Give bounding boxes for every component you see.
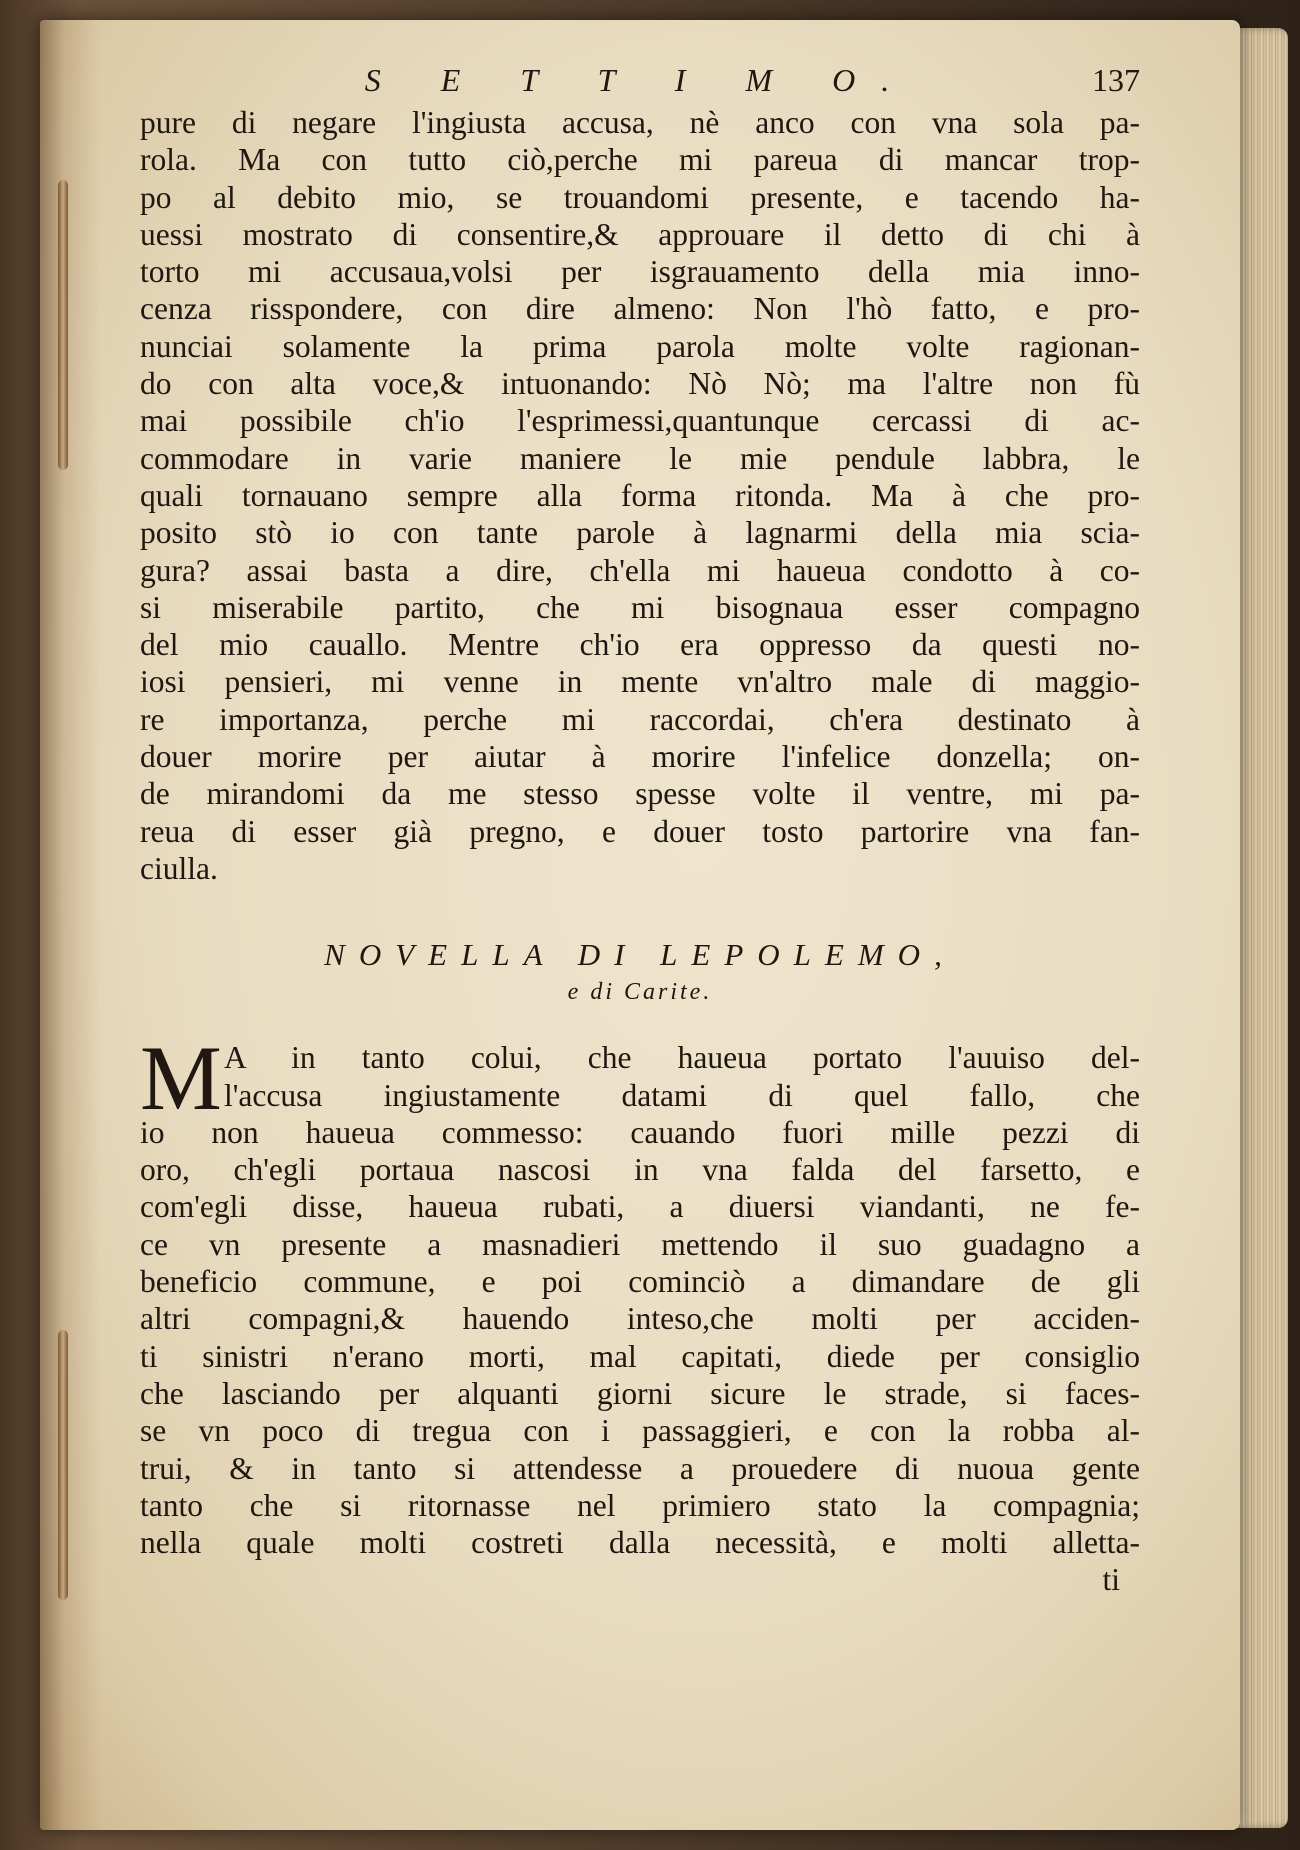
text-line: tanto che si ritornasse nel primiero stato la compagnia;	[140, 1487, 1140, 1523]
text-line: altri compagni,& hauendo inteso,che molti per acciden-	[140, 1301, 1140, 1337]
novella-subtitle: e di Carite.	[567, 979, 713, 1006]
text-line: douer morire per aiutar à morire l'infelice donzella; on-	[140, 739, 1140, 775]
text-line: l'accusa ingiustamente datami di quel fallo, che	[224, 1077, 1140, 1113]
text-line: ce vn presente a masnadieri mettendo il suo guadagno a	[140, 1226, 1140, 1262]
text-line: trui, & in tanto si attendesse a prouedere di nuoua gente	[140, 1450, 1140, 1486]
page-number: 137	[1092, 62, 1140, 98]
text-line: reua di esser già pregno, e douer tosto partorire vna fan-	[140, 813, 1140, 849]
text-line: iosi pensieri, mi venne in mente vn'altro male di maggio-	[140, 664, 1140, 700]
text-line: ciulla.	[140, 850, 218, 886]
text-line: che lasciando per alquanti giorni sicure le strade, si faces-	[140, 1375, 1140, 1411]
text-line: beneficio commune, e poi cominciò a dimandare de gli	[140, 1264, 1140, 1300]
paragraph-1	[140, 104, 1140, 887]
text-line: del mio cauallo. Mentre ch'io era oppresso da questi no-	[140, 627, 1140, 663]
text-line: cenza risspondere, con dire almeno: Non l'hò fatto, e pro-	[140, 291, 1140, 327]
catchword: ti	[1102, 1562, 1120, 1598]
text-line: do con alta voce,& intuonando: Nò Nò; ma l'altre non fù	[140, 366, 1140, 402]
binding-stitch	[58, 1330, 68, 1600]
text-line: re importanza, perche mi raccordai, ch'era destinato à	[140, 701, 1140, 737]
text-line: se vn poco di tregua con i passaggieri, e con la robba al-	[140, 1413, 1140, 1449]
text-line: oro, ch'egli portaua nascosi in vna falda del farsetto, e	[140, 1152, 1140, 1188]
text-line: nella quale molti costreti dalla necessità, e molti alletta-	[140, 1525, 1140, 1561]
drop-cap: M	[140, 1027, 222, 1130]
text-line: uessi mostrato di consentire,& approuare il detto di chi à	[140, 216, 1140, 252]
text-line: posito stò io con tante parole à lagnarmi della mia scia-	[140, 515, 1140, 551]
page-gutter-shadow	[40, 20, 100, 1830]
text-line: quali tornauano sempre alla forma ritonda. Ma à che pro-	[140, 477, 1140, 513]
text-line: torto mi accusaua,volsi per isgrauamento della mia inno-	[140, 254, 1140, 290]
text-line: gura? assai basta a dire, ch'ella mi haueua condotto à co-	[140, 552, 1140, 588]
running-head-title: S E T T I M O.	[364, 62, 916, 98]
novella-title: NOVELLA DI LEPOLEMO,	[324, 937, 956, 973]
text-line: com'egli disse, haueua rubati, a diuersi viandanti, ne fe-	[140, 1189, 1140, 1225]
text-line: rola. Ma con tutto ciò,perche mi pareua di mancar trop-	[140, 142, 1140, 178]
text-line: po al debito mio, se trouandomi presente, e tacendo ha-	[140, 179, 1140, 215]
text-line: si miserabile partito, che mi bisognaua esser compagno	[140, 589, 1140, 625]
text-line: pure di negare l'ingiusta accusa, nè anco con vna sola pa-	[140, 105, 1140, 140]
novella-heading	[140, 935, 1140, 1009]
text-line: ti sinistri n'erano morti, mal capitati, diede per consiglio	[140, 1338, 1140, 1374]
text-block	[140, 60, 1140, 1598]
text-line: mai possibile ch'io l'esprimessi,quantunque cercassi di ac-	[140, 403, 1140, 439]
text-line: commodare in varie maniere le mie pendule labbra, le	[140, 440, 1140, 476]
binding-stitch	[58, 180, 68, 470]
running-head	[140, 60, 1140, 104]
paragraph-2	[140, 1027, 1140, 1561]
text-line: de mirandomi da me stesso spesse volte il ventre, mi pa-	[140, 776, 1140, 812]
text-line: A in tanto colui, che haueua portato l'auuiso del-	[224, 1040, 1140, 1076]
text-line: io non haueua commesso: cauando fuori mille pezzi di	[140, 1114, 1140, 1150]
book-page	[40, 20, 1240, 1830]
text-line: nunciai solamente la prima parola molte volte ragionan-	[140, 328, 1140, 364]
